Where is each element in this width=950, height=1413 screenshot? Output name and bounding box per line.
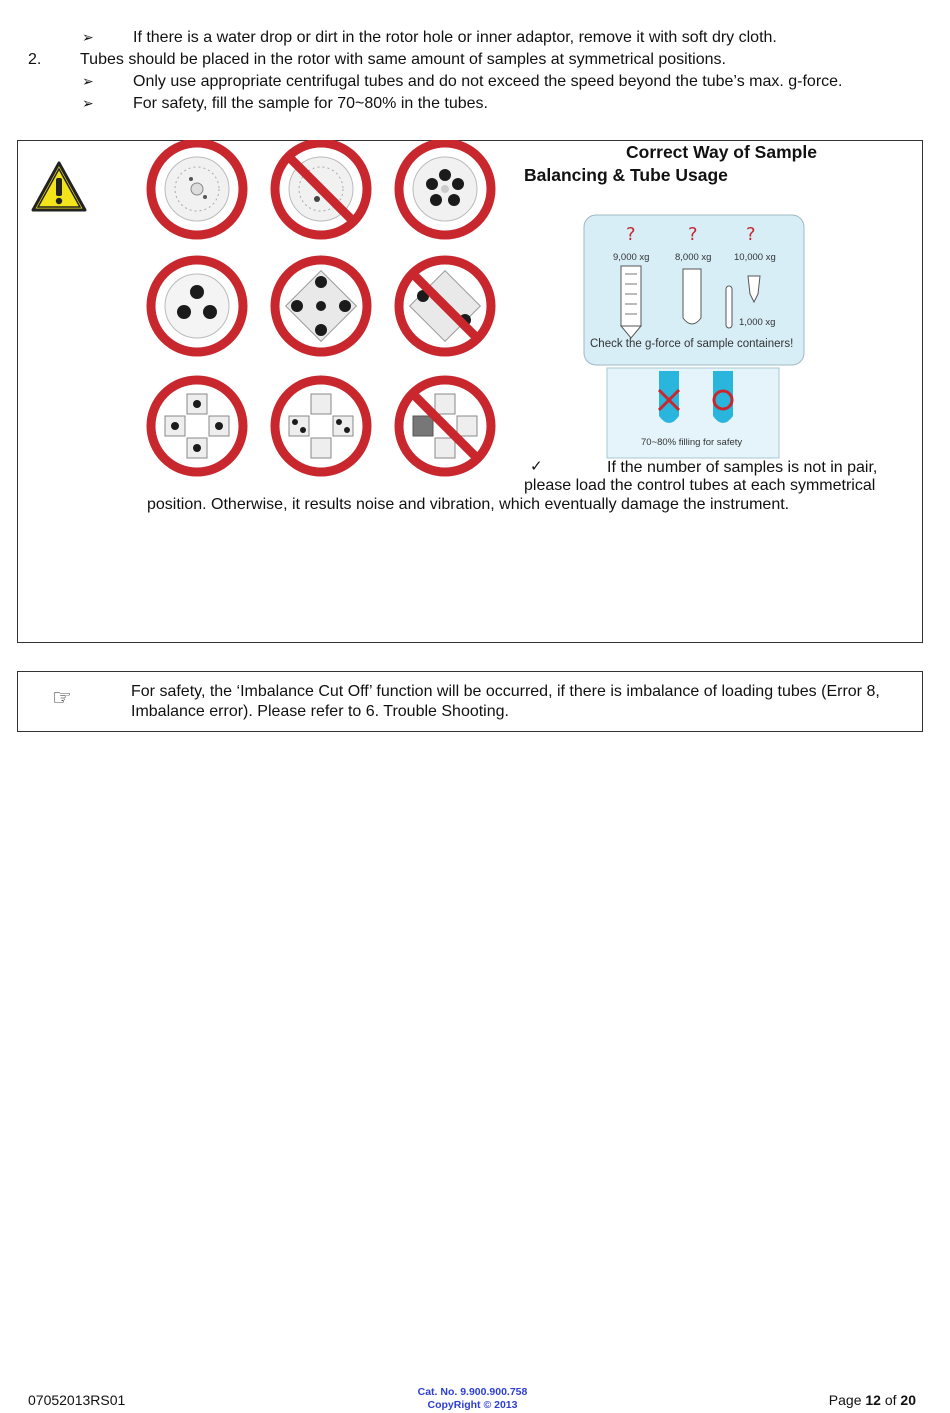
rotor-wrong-2 <box>399 260 491 352</box>
intro-line-1: If there is a water drop or dirt in the rotor hole or inner adaptor, remove it with soft dry cloth. <box>133 29 777 46</box>
question-mark: ? <box>688 224 698 245</box>
bullet-icon: ➢ <box>82 96 94 112</box>
check-icon: ✓ <box>530 457 543 475</box>
figure-caption: Check the g-force of sample containers! <box>590 338 794 350</box>
doc-code: 07052013RS01 <box>28 1392 126 1408</box>
page-current: 12 <box>865 1392 881 1408</box>
rotor-ok-6 <box>275 380 367 472</box>
cat-no: Cat. No. 9.900.900.758 <box>417 1386 528 1398</box>
gforce-label-3: 10,000 xg <box>734 252 776 263</box>
note-box-line-1: For safety, the ‘Imbalance Cut Off’ function will be occurred, if there is imbalance of loading tubes (Error 8, <box>131 683 880 700</box>
rotor-wrong-1 <box>275 143 367 235</box>
caution-heading-line-2: Balancing & Tube Usage <box>524 165 728 185</box>
list-number-2: 2. <box>28 51 42 68</box>
warning-icon <box>30 160 88 214</box>
note-line-3: position. Otherwise, it results noise and vibration, which eventually damage the instrument. <box>147 496 790 513</box>
rotor-ok-2 <box>399 143 491 235</box>
gforce-label-4: 1,000 xg <box>739 317 776 328</box>
rotor-balancing-diagram <box>140 140 515 480</box>
page-word: Page <box>828 1392 862 1408</box>
note-box-line-2: Imbalance error). Please refer to 6. Trouble Shooting. <box>131 703 509 720</box>
gforce-label-1: 9,000 xg <box>613 252 650 263</box>
note-line-2: please load the control tubes at each symmetrical <box>524 477 876 494</box>
bullet-icon: ➢ <box>82 30 94 46</box>
intro-item-2: Tubes should be placed in the rotor with same amount of samples at symmetrical positions. <box>80 51 726 68</box>
fill-caption: 70~80% filling for safety <box>641 437 743 448</box>
page-of: of <box>884 1392 897 1408</box>
gforce-label-2: 8,000 xg <box>675 252 712 263</box>
pointing-hand-icon: ☞ <box>52 686 72 711</box>
question-mark: ? <box>746 224 756 245</box>
rotor-ok-1 <box>151 143 243 235</box>
intro-line-3: Only use appropriate centrifugal tubes and do not exceed the speed beyond the tube’s max. g-force. <box>133 73 843 90</box>
rotor-wrong-3 <box>399 380 491 472</box>
rotor-ok-3 <box>151 260 243 352</box>
question-mark: ? <box>626 224 636 245</box>
copyright: CopyRight © 2013 <box>427 1399 518 1411</box>
page-number <box>829 1392 916 1408</box>
intro-line-4: For safety, fill the sample for 70~80% in the tubes. <box>133 95 488 112</box>
rotor-ok-5 <box>151 380 243 472</box>
rotor-ok-4 <box>275 260 367 352</box>
page-total: 20 <box>900 1392 916 1408</box>
footer-center <box>375 1386 570 1412</box>
caution-heading-line-1: Correct Way of Sample <box>626 142 817 162</box>
tube-gforce-figure <box>583 214 805 460</box>
bullet-icon: ➢ <box>82 74 94 90</box>
note-line-1: If the number of samples is not in pair, <box>607 459 878 476</box>
